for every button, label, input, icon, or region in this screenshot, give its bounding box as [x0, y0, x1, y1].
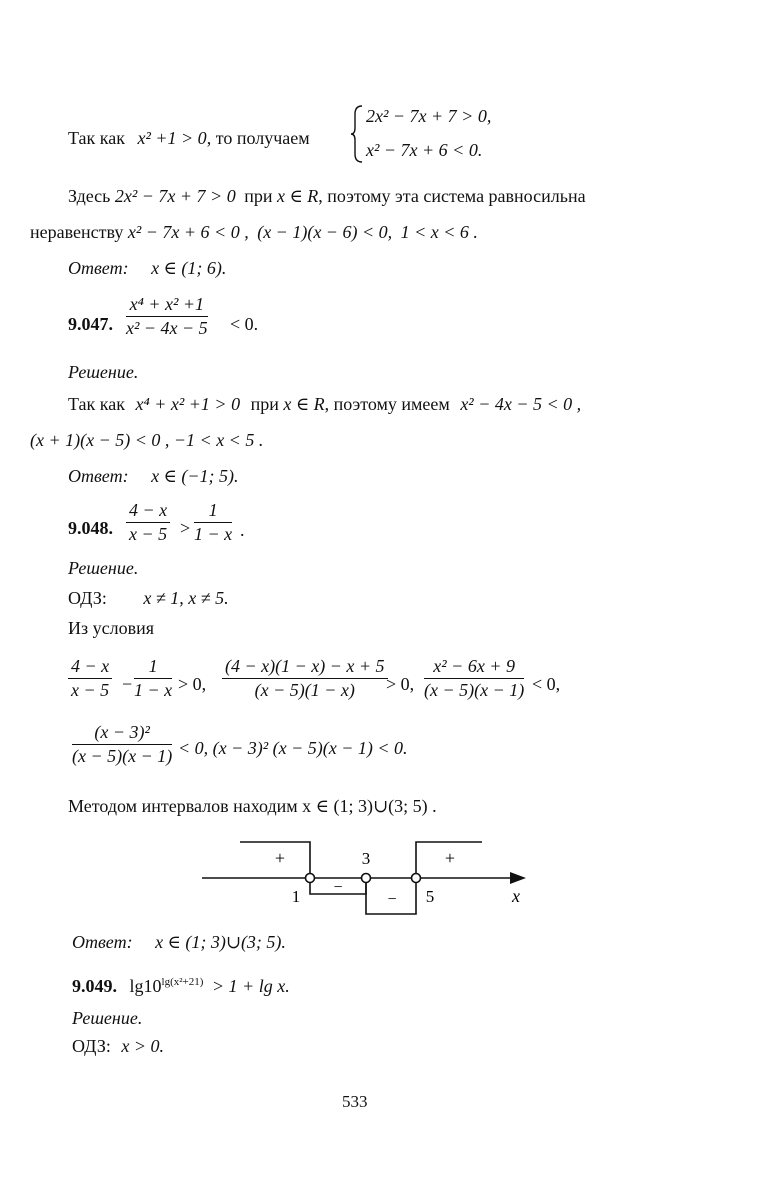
e3-tail: < 0, — [532, 674, 561, 694]
e1-minus: − — [122, 674, 133, 694]
e2-tail: > 0, — [386, 674, 415, 694]
system-line-2: x² − 7x + 6 < 0. — [366, 140, 483, 160]
problem-9049-number: 9.049. — [72, 976, 117, 996]
e4-frac: $\frac{\text{(x − 3)²}}{(x - 5)(x - 1)}$ — [72, 722, 173, 766]
e1-tail: > 0, — [178, 674, 207, 694]
point-3 — [362, 874, 371, 883]
odz-9049: ОДЗ: x > 0. — [72, 1036, 164, 1056]
problem-9048-number: 9.048. — [68, 518, 113, 538]
axis-arrow — [510, 872, 526, 884]
answer-9047: Ответ: x ∈ (−1; 5). — [68, 466, 239, 486]
point-1 — [306, 874, 315, 883]
intro-line — [68, 128, 310, 149]
expr-base: lg10 — [129, 976, 162, 996]
p9047-line2: (x + 1)(x − 5) < 0 , −1 < x < 5 . — [30, 430, 264, 450]
point-5 — [412, 874, 421, 883]
odz-9048: ОДЗ: x ≠ 1, x ≠ 5. — [68, 588, 229, 608]
label-x: x — [512, 886, 520, 906]
solution-label-9047: Решение. — [68, 362, 139, 382]
system-line-1: 2x² − 7x + 7 > 0, — [366, 106, 492, 126]
sign-right: + — [444, 848, 456, 868]
para1-line2: неравенству x² − 7x + 6 < 0 , (x − 1)(x − 6) < 0, 1 < x < 6 . — [30, 222, 478, 242]
intro-lead: Так как — [68, 128, 125, 148]
e2-frac: $\frac{(4 - x)(1 - x) - x + 5}{(x - 5)(1 - x)}$ — [222, 656, 388, 701]
sign-left: + — [274, 848, 286, 868]
problem-9049 — [72, 976, 290, 997]
e1-frac2: $\frac{1}{1 - x}$ — [134, 656, 173, 700]
intro-condition: x² +1 > 0 — [137, 128, 207, 148]
p9047-line1: Так как x⁴ + x² +1 > 0 при x ∈ R, поэтому имеем x² − 4x − 5 < 0 , — [68, 394, 582, 414]
sign-diagram — [190, 830, 540, 920]
problem-9048-lhs: $\frac{4 - x}{x - 5}$ — [126, 500, 170, 545]
solution-label-9049: Решение. — [72, 1008, 143, 1028]
problem-9047-tail: < 0. — [230, 314, 259, 334]
sign-mid2: − — [387, 891, 397, 908]
solution-label-9048: Решение. — [68, 558, 139, 578]
label-5: 5 — [425, 887, 435, 906]
system-brace — [350, 104, 364, 164]
e4-tail: < 0, (x − 3)² (x − 5)(x − 1) < 0. — [178, 738, 408, 758]
expr-tail: > 1 + lg x. — [211, 976, 290, 996]
e3-frac: $\frac{\text{x² − 6x + 9}}{(x - 5)(x - 1)}$ — [424, 656, 525, 700]
intro-tail: , то получаем — [206, 128, 310, 148]
para1-line1: Здесь 2x² − 7x + 7 > 0 при x ∈ R, поэтому эта система равносильна — [68, 186, 586, 206]
problem-9047-fraction: $\frac{\text{x⁴ + x² +1}}{\text{x² − 4x − 5}}$ — [126, 294, 208, 338]
label-3: 3 — [361, 849, 371, 868]
from-condition: Из условия — [68, 618, 154, 638]
sign-mid1: − — [333, 879, 343, 896]
problem-9047-number: 9.047. — [68, 314, 113, 334]
problem-9048-op: > — [180, 518, 191, 538]
e1-frac1: $\frac{4 - x}{x - 5}$ — [68, 656, 112, 701]
label-1: 1 — [291, 887, 301, 906]
expr-exponent: lg(x²+21) — [161, 976, 204, 988]
intervals-text: Методом интервалов находим x ∈ (1; 3)∪(3; 5) . — [68, 796, 437, 816]
answer-9048: Ответ: x ∈ (1; 3)∪(3; 5). — [72, 932, 286, 952]
answer-1: Ответ: x ∈ (1; 6). — [68, 258, 227, 278]
problem-9048-rhs: $\frac{1}{1 - x}$ — [194, 500, 233, 544]
problem-9048-period: . — [240, 520, 245, 540]
page-number: 533 — [342, 1092, 368, 1111]
